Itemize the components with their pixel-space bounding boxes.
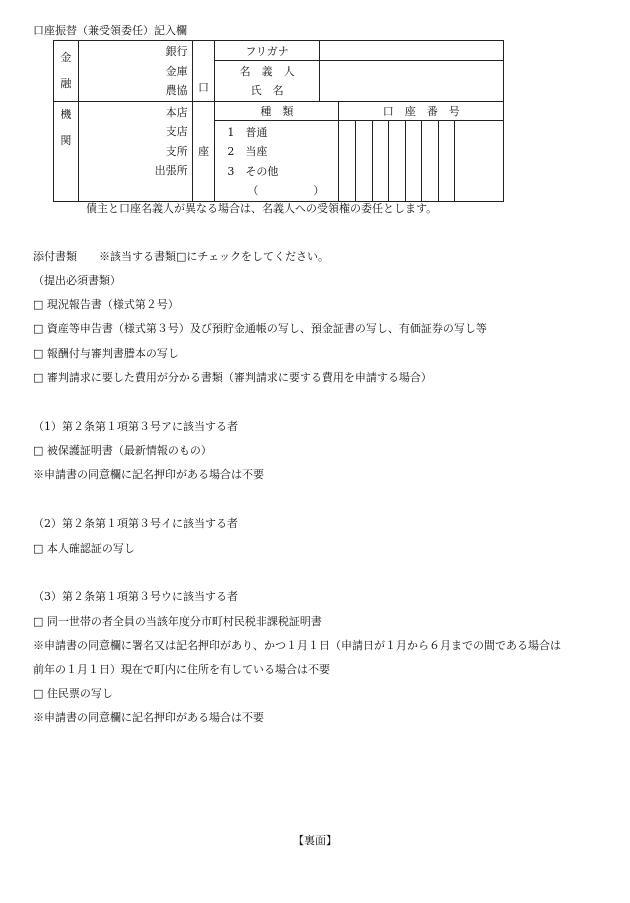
section-3-note-2: ※申請書の同意欄に記名押印がある場合は不要 <box>33 711 264 724</box>
holder-label: 名 義 人 氏 名 <box>215 61 319 102</box>
section-2-heading: （2）第２条第１項第３号イに該当する者 <box>33 517 238 530</box>
institution-label-bottom: 機 関 <box>54 101 79 201</box>
account-digit-5[interactable] <box>405 120 422 201</box>
type-header: 種 類 <box>215 101 339 120</box>
account-digit-2[interactable] <box>356 120 373 201</box>
section-3-heading: （3）第２条第１項第３号ウに該当する者 <box>33 590 238 603</box>
account-digit-6[interactable] <box>422 120 439 201</box>
section-1-heading: （1）第２条第１項第３号アに該当する者 <box>33 420 238 433</box>
furigana-label: フリガナ <box>215 41 319 61</box>
account-digit-8[interactable] <box>455 120 504 201</box>
account-digit-4[interactable] <box>389 120 406 201</box>
delegation-note: 債主と口座名義人が異なる場合は、名義人への受領権の委任とします。 <box>86 202 438 215</box>
number-header: 口 座 番 号 <box>339 101 504 120</box>
section-1-note: ※申請書の同意欄に記名押印がある場合は不要 <box>33 468 264 481</box>
account-label-bottom: 座 <box>192 101 215 201</box>
institution-label-top: 金 融 <box>54 41 79 102</box>
section-3-note-line-1: ※申請書の同意欄に署名又は記名押印があり、かつ１月１日（申請日が１月から６月までの間である場合は <box>33 639 561 652</box>
account-table <box>53 40 504 202</box>
bank-type-cell: 銀行 金庫 農協 <box>78 41 192 102</box>
branch-type-cell: 本店 支店 支所 出張所 <box>78 101 192 201</box>
required-item-3[interactable]: □ 報酬付与審判書謄本の写し <box>33 347 179 360</box>
required-item-1[interactable]: □ 現況報告書（様式第２号） <box>33 298 179 311</box>
section-title: 口座振替（兼受領委任）記入欄 <box>33 24 187 37</box>
section-3-item-2[interactable]: □ 住民票の写し <box>33 687 113 700</box>
account-digit-7[interactable] <box>438 120 455 201</box>
page-side-label: 【裏面】 <box>293 834 337 847</box>
account-digit-1[interactable] <box>339 120 356 201</box>
account-type-options[interactable]: 1 普通 2 当座 3 その他 （ ） <box>215 120 339 201</box>
required-heading: （提出必須書類） <box>33 274 121 287</box>
attachments-heading: 添付書類 ※該当する書類□にチェックをしてください。 <box>33 250 330 263</box>
section-1-item[interactable]: □ 被保護証明書（最新情報のもの） <box>33 444 212 457</box>
account-digit-3[interactable] <box>372 120 389 201</box>
required-item-2[interactable]: □ 資産等申告書（様式第３号）及び預貯金通帳の写し、預金証書の写し、有価証券の写し等 <box>33 322 487 335</box>
furigana-field[interactable] <box>319 41 503 61</box>
holder-name-field[interactable] <box>319 61 503 102</box>
section-3-note-line-2: 前年の１月１日）現在で町内に住所を有している場合は不要 <box>33 663 330 676</box>
section-2-item[interactable]: □ 本人確認証の写し <box>33 542 135 555</box>
required-item-4[interactable]: □ 審判請求に要した費用が分かる書類（審判請求に要する費用を申請する場合） <box>33 371 432 384</box>
section-3-item[interactable]: □ 同一世帯の者全員の当該年度分市町村民税非課税証明書 <box>33 615 322 628</box>
account-label-top: 口 <box>192 41 215 102</box>
